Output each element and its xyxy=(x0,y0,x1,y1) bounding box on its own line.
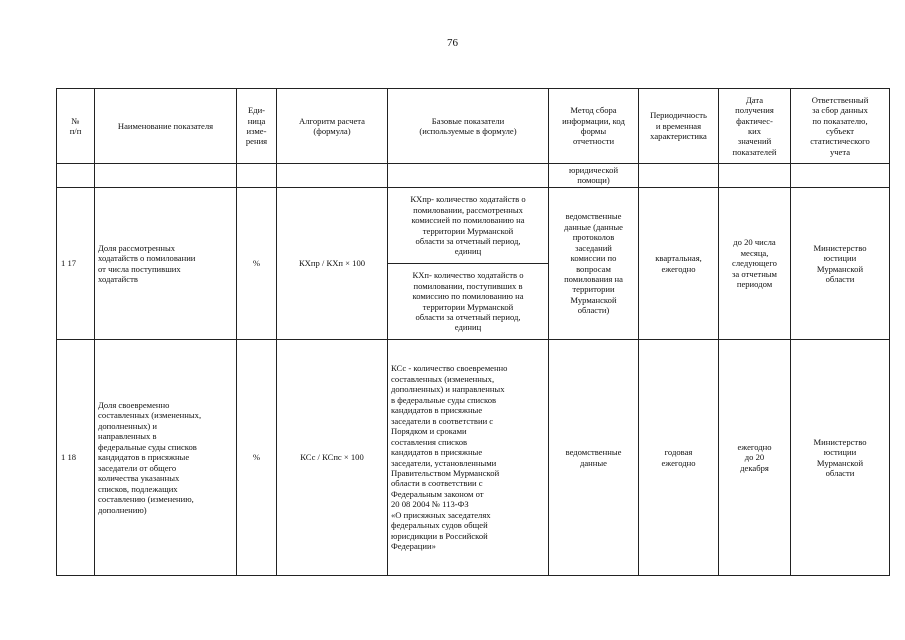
row-name xyxy=(95,188,237,340)
text-line: вопросам xyxy=(576,263,611,274)
text-line: месяца, xyxy=(740,247,769,258)
cont-cell xyxy=(237,164,277,188)
text-line: дополненных) и xyxy=(98,420,158,431)
text-line: Доля своевременно xyxy=(98,399,170,410)
text-line: ница xyxy=(247,115,266,126)
text-line: значений xyxy=(737,136,772,147)
text-line: 20 08 2004 № 113-ФЗ xyxy=(391,499,469,510)
text-line: списков, подлежащих xyxy=(98,483,178,494)
header-date xyxy=(719,89,791,164)
page-number: 76 xyxy=(447,37,458,49)
row-formula: КХпр / КХп × 100 xyxy=(277,188,388,340)
text-line: следующего xyxy=(732,258,777,269)
text-line: получения xyxy=(735,105,774,116)
text-line: фактичес- xyxy=(736,115,773,126)
text-line: комиссию по помилованию на xyxy=(412,291,524,302)
text-line: области за отчетный период, xyxy=(415,311,521,322)
text-line: единиц xyxy=(454,246,482,257)
cont-cell xyxy=(57,164,95,188)
header-base xyxy=(388,89,549,164)
text-line: комиссией по помилованию на xyxy=(411,215,525,226)
text-line: составленных (измененных, xyxy=(391,373,495,384)
cont-method xyxy=(549,164,639,188)
text-line: КСс - количество своевременно xyxy=(391,363,508,374)
text-line: квартальная, xyxy=(655,253,702,264)
text-line: Мурманской xyxy=(816,457,864,468)
text-line: направленных в xyxy=(98,431,157,442)
text-line: дополненных) и направленных xyxy=(391,384,505,395)
text-line: (формула) xyxy=(313,126,351,136)
text-line: кандидатов в присяжные xyxy=(391,447,483,458)
header-method xyxy=(549,89,639,164)
text-line: данные xyxy=(580,457,607,468)
row-formula: КСс / КСпс × 100 xyxy=(277,340,388,576)
text-line: от числа поступивших xyxy=(98,263,181,274)
cont-cell xyxy=(277,164,388,188)
header-unit xyxy=(237,89,277,164)
cont-cell xyxy=(388,164,549,188)
text-line: Ответственный xyxy=(811,94,869,105)
text-line: области в соответствии с xyxy=(391,478,483,489)
text-line: протоколов xyxy=(572,232,615,243)
text-line: Доля рассмотренных xyxy=(98,242,176,253)
text-line: юстиции xyxy=(823,253,857,264)
text-line: учета xyxy=(829,146,851,157)
text-line: ходатайств xyxy=(98,273,138,284)
text-line: № xyxy=(71,115,80,126)
text-line: помилования на xyxy=(564,273,623,284)
text-line: помощи) xyxy=(577,175,610,186)
text-line: и временная xyxy=(655,120,702,131)
text-line: Федеральным законом от xyxy=(391,488,484,499)
text-line: кандидатов в присяжные xyxy=(98,452,190,463)
cont-cell xyxy=(95,164,237,188)
table-row xyxy=(57,188,890,264)
text-line: за сбор данных xyxy=(812,105,868,116)
text-line: заседатели от общего xyxy=(98,462,177,473)
text-line: юридической xyxy=(568,165,619,175)
text-line: (используемые в формуле) xyxy=(419,126,517,136)
row-base-bottom xyxy=(388,264,549,340)
text-line: характеристика xyxy=(650,131,707,142)
header-responsible xyxy=(791,89,890,164)
indicators-table xyxy=(56,88,890,576)
text-line: «О присяжных заседателях xyxy=(391,509,491,520)
row-method xyxy=(549,188,639,340)
text-line: Базовые показатели xyxy=(431,115,505,126)
text-line: до 20 числа xyxy=(733,237,776,248)
table-row xyxy=(57,340,890,576)
text-line: периодом xyxy=(736,279,773,290)
text-line: декабря xyxy=(740,462,769,473)
text-line: заседаний xyxy=(575,242,612,253)
text-line: Федерации» xyxy=(391,541,436,552)
row-name xyxy=(95,340,237,576)
text-line: Мурманской xyxy=(816,263,864,274)
text-line: КХп- количество ходатайств о xyxy=(412,270,524,281)
text-line: ких xyxy=(747,126,762,136)
text-line: заседатели, установленными xyxy=(391,457,497,468)
header-num xyxy=(57,89,95,164)
text-line: статистического xyxy=(810,136,870,147)
text-line: Метод сбора xyxy=(570,105,617,116)
text-line: федеральные суды списков xyxy=(98,441,197,452)
text-line: до 20 xyxy=(744,452,765,463)
text-line: Периодичность xyxy=(650,110,707,121)
text-line: ежегодно xyxy=(737,441,772,452)
cont-cell xyxy=(639,164,719,188)
text-line: Алгоритм расчета xyxy=(299,115,365,126)
text-line: ведомственные xyxy=(565,447,622,458)
text-line: Министерство xyxy=(813,242,867,253)
row-date xyxy=(719,188,791,340)
text-line: территории Мурманской xyxy=(422,301,514,312)
text-line: заседатели в соответствии с xyxy=(391,415,494,426)
row-date xyxy=(719,340,791,576)
text-line: годовая xyxy=(664,447,693,458)
row-num: 1 17 xyxy=(57,188,95,340)
text-line: формы xyxy=(580,126,607,136)
text-line: кандидатов в присяжные xyxy=(391,405,483,416)
text-line: области xyxy=(825,273,855,284)
text-line: Еди- xyxy=(247,105,266,116)
text-line: юрисдикции в Российской xyxy=(391,530,488,541)
text-line: данные (данные xyxy=(564,221,623,232)
row-unit: % xyxy=(237,340,277,576)
text-line: области за отчетный период, xyxy=(415,235,521,246)
text-line: ежегодно xyxy=(661,263,696,274)
text-line: составления списков xyxy=(391,436,468,447)
text-line: комиссии по xyxy=(570,253,617,264)
text-line: области) xyxy=(577,305,610,316)
text-line: субъект xyxy=(825,126,855,136)
row-base xyxy=(388,340,549,576)
header-algorithm xyxy=(277,89,388,164)
text-line: рения xyxy=(245,136,268,147)
row-period xyxy=(639,340,719,576)
header-period xyxy=(639,89,719,164)
row-num: 1 18 xyxy=(57,340,95,576)
text-line: отчетности xyxy=(572,136,615,147)
text-line: показателей xyxy=(732,146,777,157)
text-line: Порядком и сроками xyxy=(391,426,467,437)
text-line: по показателю, xyxy=(812,115,868,126)
text-line: в федеральные суды списков xyxy=(391,394,497,405)
text-line: за отчетным xyxy=(732,268,777,279)
text-line: единиц xyxy=(454,322,482,333)
text-line: области xyxy=(825,467,855,478)
text-line: дополнению) xyxy=(98,504,147,515)
continuation-row xyxy=(57,164,890,188)
header-name: Наименование показателя xyxy=(95,89,237,164)
text-line: юстиции xyxy=(823,447,857,458)
text-line: ходатайств о помиловании xyxy=(98,253,196,264)
text-line: изме- xyxy=(246,126,267,136)
row-responsible xyxy=(791,188,890,340)
text-line: помиловании, рассмотренных xyxy=(413,204,523,215)
text-line: КХпр- количество ходатайств о xyxy=(410,194,526,205)
row-responsible xyxy=(791,340,890,576)
row-method xyxy=(549,340,639,576)
cont-cell xyxy=(719,164,791,188)
text-line: количества указанных xyxy=(98,473,180,484)
text-line: федеральных судов общей xyxy=(391,520,488,531)
text-line: Министерство xyxy=(813,436,867,447)
text-line: п/п xyxy=(69,126,82,136)
row-period xyxy=(639,188,719,340)
text-line: составленных (измененных, xyxy=(98,410,202,421)
row-base-top xyxy=(388,188,549,264)
text-line: составлению (изменению, xyxy=(98,494,194,505)
text-line: ведомственные xyxy=(565,211,622,222)
text-line: информации, код xyxy=(562,115,625,126)
text-line: Мурманской xyxy=(570,294,617,305)
cont-cell xyxy=(791,164,890,188)
text-line: территории xyxy=(572,284,615,295)
text-line: помиловании, поступивших в xyxy=(413,280,523,291)
text-line: Правительством Мурманской xyxy=(391,467,500,478)
row-unit: % xyxy=(237,188,277,340)
text-line: территории Мурманской xyxy=(422,225,514,236)
table-header-row xyxy=(57,89,890,164)
text-line: ежегодно xyxy=(661,457,696,468)
text-line: Дата xyxy=(745,94,764,105)
